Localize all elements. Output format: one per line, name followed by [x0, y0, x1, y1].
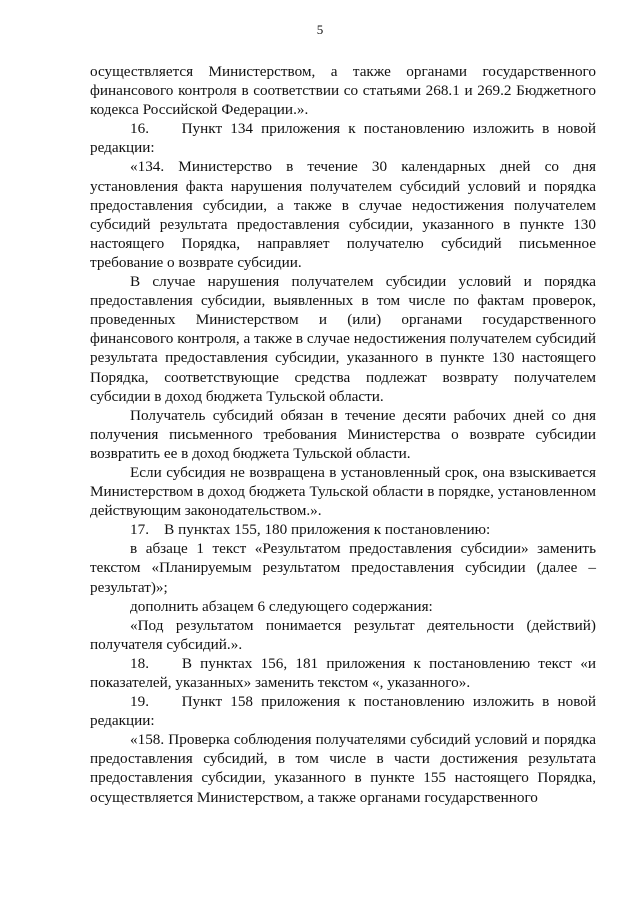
paragraph-clause-134: «134. Министерство в течение 30 календарных дней со дня установления факта нарушения получателем субсидий условий и порядка предоставления субсидии, а также в случае недостижения получателем субсидий результата предоставления субсидии, указанного в пункте 130 настоящего Порядка, направляет получателю субсидий письменное требование о возврате субсидии.: [90, 158, 596, 271]
paragraph-violation-return: В случае нарушения получателем субсидии условий и порядка предоставления субсидии, выявленных в том числе по фактам проверок, проведенных Министерством и (или) органами государственного финансового контроля, а также в случае недостижения получателем субсидий результата предоставления субсидии, указанного в пункте 130 настоящего Порядка, соответствующие средства подлежат возврату получателем субсидии в доход бюджета Тульской области.: [90, 273, 596, 405]
paragraph-item-17: 17. В пунктах 155, 180 приложения к постановлению:: [130, 521, 491, 539]
paragraph-item-17-replace: в абзаце 1 текст «Результатом предоставления субсидии» заменить текстом «Планируемым результатом предоставления субсидии (далее – результат)»;: [90, 540, 596, 596]
paragraph-continuation: осуществляется Министерством, а также органами государственного финансового контроля в соответствии со статьями 268.1 и 269.2 Бюджетного кодекса Российской Федерации.».: [90, 63, 596, 119]
paragraph-item-17-add: дополнить абзацем 6 следующего содержания:: [130, 597, 433, 615]
paragraph-item-17-quote: «Под результатом понимается результат деятельности (действий) получателя субсидий.».: [90, 616, 596, 653]
paragraph-item-18: 18. В пунктах 156, 181 приложения к постановлению текст «и показателей, указанных» заменить текстом «, указанного».: [90, 654, 596, 691]
page-number: 5: [316, 22, 324, 37]
paragraph-item-19: 19. Пункт 158 приложения к постановлению изложить в новой редакции:: [90, 693, 596, 730]
document-body: [90, 62, 596, 807]
paragraph-return-deadline: Получатель субсидий обязан в течение десяти рабочих дней со дня получения письменного требования Министерства о возврате субсидии возвратить ее в доход бюджета Тульской области.: [90, 406, 596, 462]
paragraph-recovery: Если субсидия не возвращена в установленный срок, она взыскивается Министерством в доход бюджета Тульской области в порядке, установленном действующим законодательством.».: [90, 463, 596, 520]
paragraph-clause-158: «158. Проверка соблюдения получателями субсидий условий и порядка предоставления субсидий, в том числе в части достижения результата предоставления субсидии, указанного в пункте 155 настоящего Порядка, осуществляется Министерством, а также органами государственного: [90, 731, 596, 806]
paragraph-item-16: 16. Пункт 134 приложения к постановлению изложить в новой редакции:: [90, 120, 596, 157]
